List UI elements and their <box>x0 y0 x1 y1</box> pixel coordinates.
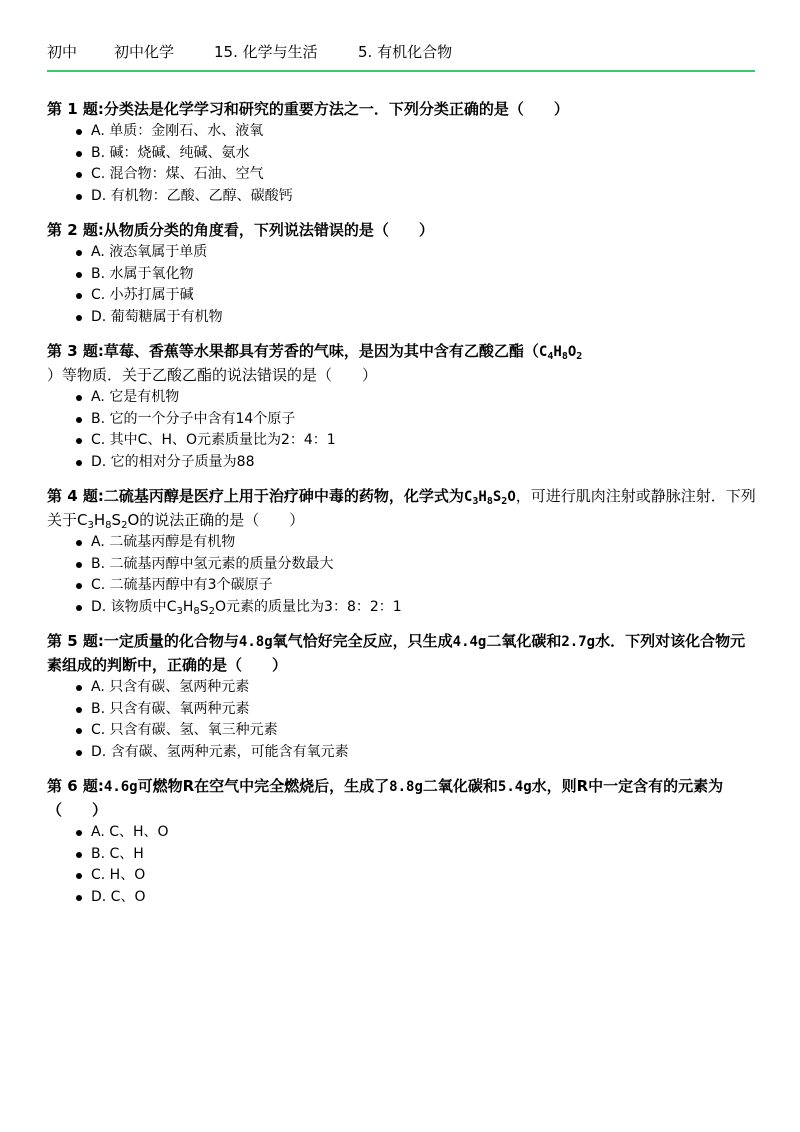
option-list <box>47 532 759 618</box>
bullet-icon <box>76 395 82 401</box>
option-d[interactable] <box>76 597 759 619</box>
option-c[interactable] <box>76 430 759 452</box>
bullet-icon <box>76 562 82 568</box>
option-text: B. 只含有碳、氧两种元素 <box>91 700 250 717</box>
formula-part: O <box>215 598 227 615</box>
option-text: A. 它是有机物 <box>91 389 180 405</box>
option-b[interactable] <box>76 699 759 721</box>
question-stem: 分类法是化学学习和研究的重要方法之一．下列分类正确的是（ ） <box>103 100 569 118</box>
option-a[interactable] <box>76 822 759 844</box>
option-c[interactable] <box>76 720 759 742</box>
formula-subscript: 8 <box>193 605 200 617</box>
bullet-icon <box>76 895 82 901</box>
option-a[interactable] <box>76 242 759 264</box>
option-text: B. 它的一个分子中含有14个原子 <box>91 410 296 427</box>
breadcrumb <box>47 40 755 62</box>
bullet-icon <box>76 605 82 611</box>
question-title <box>47 485 759 532</box>
mass-value: 4.6g <box>103 779 138 795</box>
formula-part: C <box>463 489 473 505</box>
formula-part: S <box>492 489 502 505</box>
option-d[interactable] <box>76 307 759 329</box>
question-title <box>47 630 759 677</box>
option-text-prefix: D. 该物质中 <box>91 598 167 615</box>
formula-subscript: 4 <box>547 351 554 362</box>
option-c[interactable] <box>76 164 759 186</box>
question-title <box>47 340 759 387</box>
option-text: D. 有机物：乙酸、乙醇、碳酸钙 <box>91 187 293 204</box>
option-d[interactable] <box>76 887 759 909</box>
option-b[interactable] <box>76 844 759 866</box>
question-stem-b: 二氧化碳和 <box>422 777 498 795</box>
option-b[interactable] <box>76 409 759 431</box>
question-stem: 从物质分类的角度看，下列说法错误的是（ ） <box>103 221 434 239</box>
question-stem-a: 二硫基丙醇是医疗上用于治疗砷中毒的药物，化学式为 <box>103 487 464 505</box>
question-number: 第 6 题: <box>47 777 104 795</box>
formula-part: O <box>507 489 516 505</box>
question-stem-a: 可燃物R在空气中完全燃烧后，生成了 <box>137 777 390 795</box>
option-d[interactable] <box>76 452 759 474</box>
bullet-icon <box>76 685 82 691</box>
question-number: 第 1 题: <box>47 100 104 118</box>
question-6 <box>47 775 759 908</box>
question-stem-b: 氧气恰好完全反应，只生成 <box>272 632 453 650</box>
option-text: B. 水属于氧化物 <box>91 265 194 282</box>
question-1 <box>47 98 759 207</box>
option-c[interactable] <box>76 865 759 887</box>
option-text: A. 只含有碳、氢两种元素 <box>91 679 250 695</box>
bullet-icon <box>76 750 82 756</box>
option-b[interactable] <box>76 264 759 286</box>
chemical-formula-2 <box>77 511 139 529</box>
option-list <box>47 121 759 207</box>
mass-value: 4.8g <box>238 634 273 650</box>
option-text: C. 小苏打属于碱 <box>91 287 194 303</box>
formula-subscript: 8 <box>561 351 568 362</box>
option-list <box>47 822 759 908</box>
option-a[interactable] <box>76 121 759 143</box>
bullet-icon <box>76 707 82 713</box>
formula-subscript: 3 <box>176 605 183 617</box>
breadcrumb-subject[interactable]: 初中化学 <box>114 42 175 61</box>
option-text: D. 葡萄糖属于有机物 <box>91 308 223 325</box>
formula-subscript: 2 <box>501 496 508 507</box>
bullet-icon <box>76 172 82 178</box>
bullet-icon <box>76 272 82 278</box>
question-title <box>47 775 759 822</box>
bullet-icon <box>76 293 82 299</box>
question-stem-a: 草莓、香蕉等水果都具有芳香的气味，是因为其中含有乙酸乙酯（ <box>103 342 539 360</box>
question-number: 第 4 题: <box>47 487 104 505</box>
formula-part: O <box>127 511 140 529</box>
formula-part: C <box>77 511 88 529</box>
option-list <box>47 677 759 763</box>
formula-subscript: 2 <box>576 351 583 362</box>
breadcrumb-chapter[interactable]: 15. 化学与生活 <box>214 42 318 61</box>
option-text: B. 二硫基丙醇中氢元素的质量分数最大 <box>91 555 334 572</box>
chemical-formula <box>464 489 516 505</box>
formula-subscript: 3 <box>472 496 479 507</box>
bullet-icon <box>76 438 82 444</box>
question-stem-c: 水，则R中一定含有的元素为（ ） <box>47 777 724 819</box>
option-text: C. 其中C、H、O元素质量比为2：4：1 <box>91 432 336 448</box>
bullet-icon <box>76 830 82 836</box>
bullet-icon <box>76 852 82 858</box>
bullet-icon <box>76 460 82 466</box>
option-text: A. 单质：金刚石、水、液氧 <box>91 123 264 139</box>
question-list <box>47 98 759 920</box>
formula-part: H <box>93 511 106 529</box>
bullet-icon <box>76 151 82 157</box>
question-number: 第 5 题: <box>47 632 104 650</box>
option-text: D. C、O <box>91 888 146 905</box>
bullet-icon <box>76 315 82 321</box>
question-title <box>47 98 759 121</box>
formula-part: C <box>538 344 548 360</box>
formula-part: H <box>553 344 562 360</box>
breadcrumb-section[interactable]: 5. 有机化合物 <box>358 42 453 61</box>
option-text: C. 二硫基丙醇中有3个碳原子 <box>91 577 273 593</box>
question-number: 第 2 题: <box>47 221 104 239</box>
question-4 <box>47 485 759 618</box>
option-a[interactable] <box>76 677 759 699</box>
option-text: A. 二硫基丙醇是有机物 <box>91 534 236 550</box>
chemical-formula <box>539 344 582 360</box>
option-d[interactable] <box>76 742 759 764</box>
option-text: C. H、O <box>91 867 146 883</box>
formula-part: H <box>182 598 194 615</box>
option-c[interactable] <box>76 575 759 597</box>
question-stem-d: 水．下列对该化合物元素组成的判断中，正确的是（ ） <box>47 632 746 674</box>
mass-value: 8.8g <box>389 779 423 795</box>
formula-subscript: 2 <box>121 520 128 531</box>
bullet-icon <box>76 873 82 879</box>
option-b[interactable] <box>76 554 759 576</box>
mass-value: 4.4g <box>452 634 487 650</box>
bullet-icon <box>76 250 82 256</box>
question-title <box>47 219 759 242</box>
option-text: B. 碱：烧碱、纯碱、氨水 <box>91 144 250 161</box>
mass-value: 2.7g <box>561 634 596 650</box>
option-formula <box>167 599 226 615</box>
option-text: B. C、H <box>91 845 144 862</box>
bullet-icon <box>76 583 82 589</box>
formula-part: H <box>478 489 487 505</box>
option-d[interactable] <box>76 186 759 208</box>
formula-subscript: 3 <box>87 520 94 531</box>
question-number: 第 3 题: <box>47 342 104 360</box>
question-stem-c: 的说法正确的是（ ） <box>139 511 305 529</box>
option-text: A. C、H、O <box>91 824 169 840</box>
option-text: A. 液态氧属于单质 <box>91 244 208 260</box>
option-c[interactable] <box>76 285 759 307</box>
question-2 <box>47 219 759 328</box>
formula-subscript: 8 <box>486 496 493 507</box>
formula-part: C <box>166 598 177 615</box>
breadcrumb-level[interactable]: 初中 <box>47 42 78 61</box>
question-stem-a: 一定质量的化合物与 <box>103 632 239 650</box>
option-list <box>47 387 759 473</box>
option-text-suffix: 元素的质量比为3：8：2：1 <box>226 598 402 615</box>
question-stem-b: ，可进行肌肉注射或静脉注射．下列关于 <box>47 487 756 529</box>
option-text: C. 只含有碳、氢、氧三种元素 <box>91 722 278 738</box>
option-text: D. 含有碳、氢两种元素，可能含有氧元素 <box>91 743 349 760</box>
option-a[interactable] <box>76 532 759 554</box>
question-5 <box>47 630 759 763</box>
option-text: C. 混合物：煤、石油、空气 <box>91 166 264 182</box>
bullet-icon <box>76 540 82 546</box>
formula-part: S <box>199 598 209 615</box>
question-3 <box>47 340 759 473</box>
formula-subscript: 8 <box>105 520 112 531</box>
formula-part: S <box>111 511 122 529</box>
bullet-icon <box>76 194 82 200</box>
formula-part: O <box>567 344 577 360</box>
bullet-icon <box>76 728 82 734</box>
formula-subscript: 2 <box>208 605 216 617</box>
bullet-icon <box>76 417 82 423</box>
option-a[interactable] <box>76 387 759 409</box>
question-stem-b: ）等物质．关于乙酸乙酯的说法错误的是（ ） <box>47 366 378 384</box>
option-b[interactable] <box>76 143 759 165</box>
header-divider <box>47 70 755 72</box>
option-list <box>47 242 759 328</box>
mass-value: 5.4g <box>497 779 532 795</box>
bullet-icon <box>76 129 82 135</box>
option-text: D. 它的相对分子质量为88 <box>91 453 255 470</box>
question-stem-c: 二氧化碳和 <box>486 632 562 650</box>
